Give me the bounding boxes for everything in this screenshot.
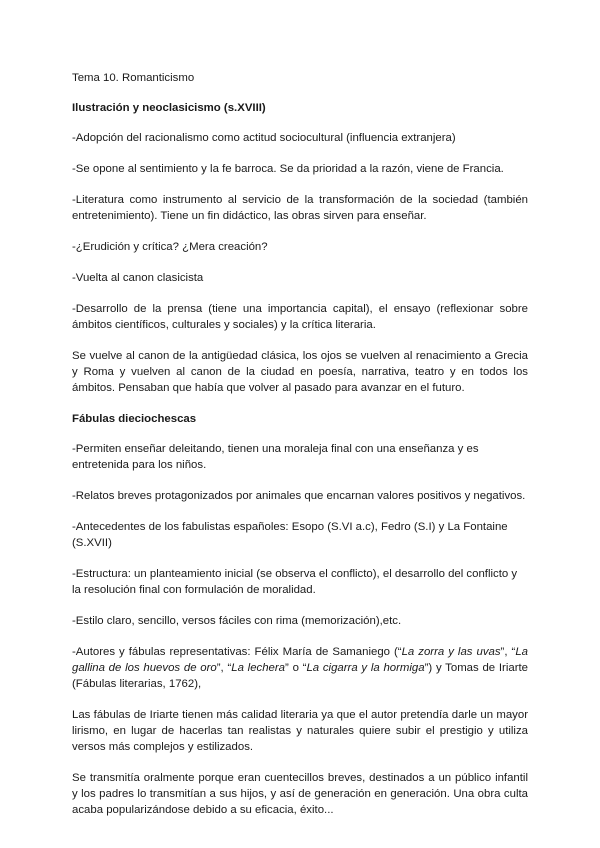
paragraph: -¿Erudición y crítica? ¿Mera creación?	[72, 241, 268, 253]
fable-title: La cigarra y la hormiga	[306, 662, 425, 674]
fable-title: La zorra y las uvas	[401, 646, 501, 658]
text-run: ” o “	[285, 662, 307, 674]
paragraph: -Permiten enseñar deleitando, tienen una moraleja final con una enseñanza y es entretenida para los niños.	[72, 443, 479, 471]
fable-title: La lechera	[231, 662, 286, 674]
paragraph-authors	[72, 644, 528, 692]
paragraph: Se vuelve al canon de la antigüedad clásica, los ojos se vuelven al renacimiento a Grecia y Roma y vuelven al canon de la ciudad en poesía, narrativa, teatro y en todos los ámbitos. Pensaban que había que volver al pasado para avanzar en el futuro.	[72, 350, 528, 394]
document-body	[72, 70, 528, 833]
text-run: ”, “	[216, 662, 232, 674]
paragraph: -Antecedentes de los fabulistas españoles: Esopo (S.VI a.c), Fedro (S.I) y La Fontaine (S.XVII)	[72, 521, 508, 549]
paragraph: -Estilo claro, sencillo, versos fáciles con rima (memorización),etc.	[72, 615, 402, 627]
paragraph: -Relatos breves protagonizados por animales que encarnan valores positivos y negativos.	[72, 490, 526, 502]
paragraph: -Adopción del racionalismo como actitud sociocultural (influencia extranjera)	[72, 132, 456, 144]
paragraph: Se transmitía oralmente porque eran cuentecillos breves, destinados a un público infantil y los padres lo transmitían a sus hijos, y así de generación en generación. Una obra culta acaba popularizándose debido a su eficacia, éxito...	[72, 772, 528, 816]
paragraph: -Estructura: un planteamiento inicial (se observa el conflicto), el desarrollo del conflicto y la resolución final con formulación de moralidad.	[72, 568, 518, 596]
paragraph: -Vuelta al canon clasicista	[72, 272, 204, 284]
text-run: ”) y Tomas de Iriarte (Fábulas literarias, 1762),	[72, 662, 528, 690]
text-run: ”, “	[500, 646, 516, 658]
document-title: Tema 10. Romanticismo	[72, 72, 195, 84]
paragraph: Las fábulas de Iriarte tienen más calidad literaria ya que el autor pretendía darle un mayor lirismo, en lugar de hacerlas tan realistas y naturales quiere subir el prestigio y utiliza versos más complejos y estilizados.	[72, 709, 528, 753]
text-run: -Autores y fábulas representativas: Félix María de Samaniego (“	[72, 646, 402, 658]
section-heading-ilustracion: Ilustración y neoclasicismo (s.XVIII)	[72, 102, 266, 114]
fable-title: La gallina de los huevos de oro	[72, 646, 528, 674]
paragraph: -Literatura como instrumento al servicio de la transformación de la sociedad (también entretenimiento). Tiene un fin didáctico, las obras sirven para enseñar.	[72, 194, 528, 222]
paragraph: -Se opone al sentimiento y la fe barroca. Se da prioridad a la razón, viene de Francia.	[72, 163, 504, 175]
section-heading-fabulas: Fábulas dieciochescas	[72, 413, 197, 425]
paragraph: -Desarrollo de la prensa (tiene una importancia capital), el ensayo (reflexionar sobre ámbitos científicos, culturales y sociales) y la crítica literaria.	[72, 303, 528, 331]
